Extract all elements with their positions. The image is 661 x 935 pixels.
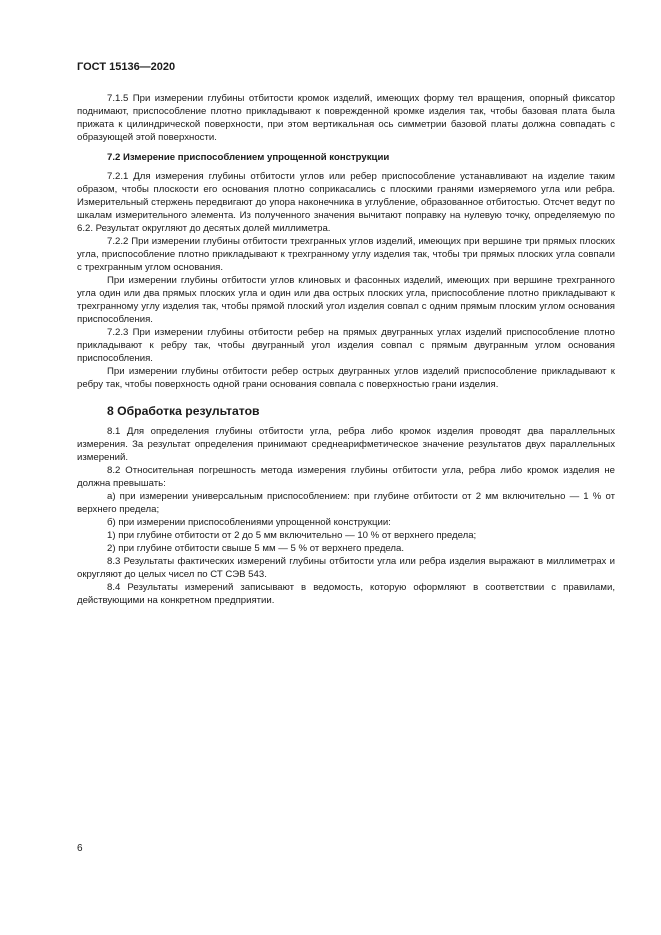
page-content [77,92,615,607]
document-code: ГОСТ 15136—2020 [77,61,176,73]
paragraph-7-2-1: 7.2.1 Для измерения глубины отбитости углов или ребер приспособление устанавливают на изделие таким образом, чтобы плоскости его основания плотно соприкасались с плоскими гранями измеряемого угла или ребра. Измерительный стержень передвигают до упора наконечника в углубление, образованное отбитостью. Отсчет ведут по шкалам измерительного элемента. Из полученного значения вычитают поправку на нулевую точку, определяемую по 6.2. Результат округляют до десятых долей миллиметра. [77,171,615,234]
paragraph-8-4: 8.4 Результаты измерений записывают в ведомость, которую оформляют в соответствии с правилами, действующими на конкретном предприятии. [77,582,615,606]
paragraph-7-2-2-cont: При измерении глубины отбитости углов клиновых и фасонных изделий, имеющих при вершине трехгранного угла один или два прямых плоских угла и один или два острых плоских угла, приспособление плотно прикладывают к трехгранному углу изделия так, чтобы прямой плоский угол изделия совпал с одним прямым плоским углом основания приспособления. [77,275,615,325]
list-item-b-1: 1) при глубине отбитости от 2 до 5 мм включительно — 10 % от верхнего предела; [107,530,477,541]
page-number: 6 [77,843,83,854]
list-item-b-2: 2) при глубине отбитости свыше 5 мм — 5 % от верхнего предела. [107,543,405,554]
paragraph-7-2-2: 7.2.2 При измерении глубины отбитости трехгранных углов изделий, имеющих при вершине три прямых плоских угла, приспособление плотно прикладывают к трехгранному углу изделия так, чтобы три прямых плоских угла совпали с трехгранным углом основания. [77,236,615,273]
list-item-b: б) при измерении приспособлениями упрощенной конструкции: [107,517,391,528]
section-heading-7-2: 7.2 Измерение приспособлением упрощенной конструкции [107,152,390,163]
paragraph-7-2-3: 7.2.3 При измерении глубины отбитости ребер на прямых двугранных углах изделий приспособление плотно прикладывают к ребру так, чтобы двугранный угол изделия совпал с прямым двугранным углом основания приспособления. [77,327,615,364]
paragraph-7-1-5: 7.1.5 При измерении глубины отбитости кромок изделий, имеющих форму тел вращения, опорный фиксатор поднимают, приспособление плотно прикладывают к поврежденной кромке изделия так, чтобы базовая плата была прижата к цилиндрической поверхности, при этом вертикальная ось симметрии базовой платы должна совпадать с образующей этой поверхности. [77,93,615,143]
list-item-a: а) при измерении универсальным приспособлением: при глубине отбитости от 2 мм включительно — 1 % от верхнего предела; [77,491,615,515]
paragraph-8-3: 8.3 Результаты фактических измерений глубины отбитости угла или ребра изделия выражают в миллиметрах и округляют до целых чисел по СТ СЭВ 543. [77,556,615,580]
paragraph-7-2-3-cont: При измерении глубины отбитости ребер острых двугранных углов изделий приспособление прикладывают к ребру так, чтобы поверхность одной грани основания совпала с поверхностью грани изделия. [77,366,615,390]
section-heading-8: 8 Обработка результатов [107,404,260,418]
paragraph-8-2: 8.2 Относительная погрешность метода измерения глубины отбитости угла, ребра либо кромок изделия не должна превышать: [77,465,615,489]
paragraph-8-1: 8.1 Для определения глубины отбитости угла, ребра либо кромок изделия проводят два параллельных измерения. За результат определения принимают среднеарифметическое значение результатов двух параллельных измерений. [77,426,615,463]
